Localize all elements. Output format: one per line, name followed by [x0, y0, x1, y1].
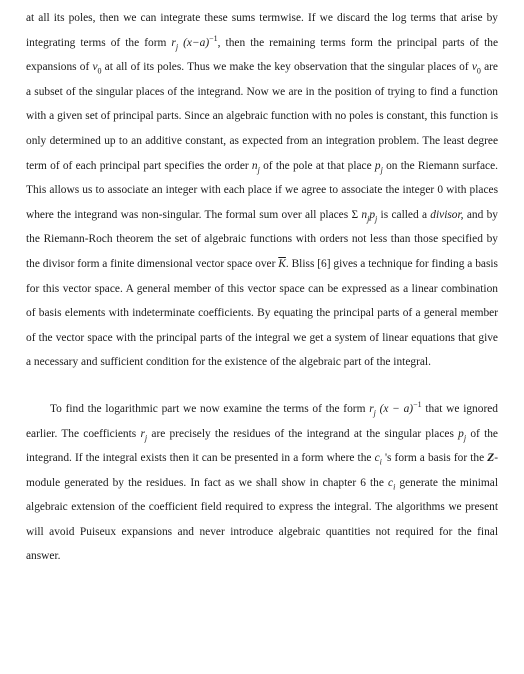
field-k-bar: $\overline{K}$	[278, 257, 286, 270]
paragraph-1: at all its poles, then we can integrate these sums termwise. If we discard the log terms that arise by integrating terms of the form $r_j$ $(x-a)^{-1}$, then the remaining terms form the principal parts of the expansions of $v_0$ at all of its poles. Thus we make the key observation that the singular places of $v_0$ are a subset of the singular places of the integrand. Now we are in the position of trying to find a function with a given set of principal parts. Since an algebraic function with no poles is constant, this function is only determined up to an additive constant, as expected from an integration problem. The least degree term of of each principal part specifies the order $n_j$ of the pole at that place $p_j$ on the Riemann surface. This allows us to associate an integer with each place if we agree to associate the integer 0 with places where the integrand was non-singular. The formal sum over all places Σ $n_jp_j$ is called a divisor, and by the Riemann-Roch theorem the set of algebraic functions with orders not less than those specified by the divisor form a finite dimensional vector space over $\overline{K}$. Bliss [6] gives a technique for finding a basis for this vector space. A general member of this vector space can be expressed as a linear combination of basis elements with indeterminate coefficients. By equating the principal parts of a general member of the vector space with the principal parts of the integral we get a system of linear equations that give a necessary and sufficient condition for the existence of the algebraic part of the integral.	[26, 12, 499, 369]
divisor-term: divisor,	[430, 208, 464, 221]
paragraph-2: To find the logarithmic part we now examine the terms of the form $r_j$ $(x - a)^{-1}$ that we ignored earlier. The coefficients $r_j$ are precisely the residues of the integrand at the singular places $p_j$ of the integrand. If the integral exists then it can be presented in a form where the $c_i$ 's form a basis for the Z-module generated by the residues. In fact as we shall show in chapter 6 the $c_i$ generate the minimal algebraic extension of the coefficient field required to express the integral. The algorithms we present will avoid Puiseux expansions and never introduce algebraic quantities not required for the final answer.	[26, 400, 498, 563]
